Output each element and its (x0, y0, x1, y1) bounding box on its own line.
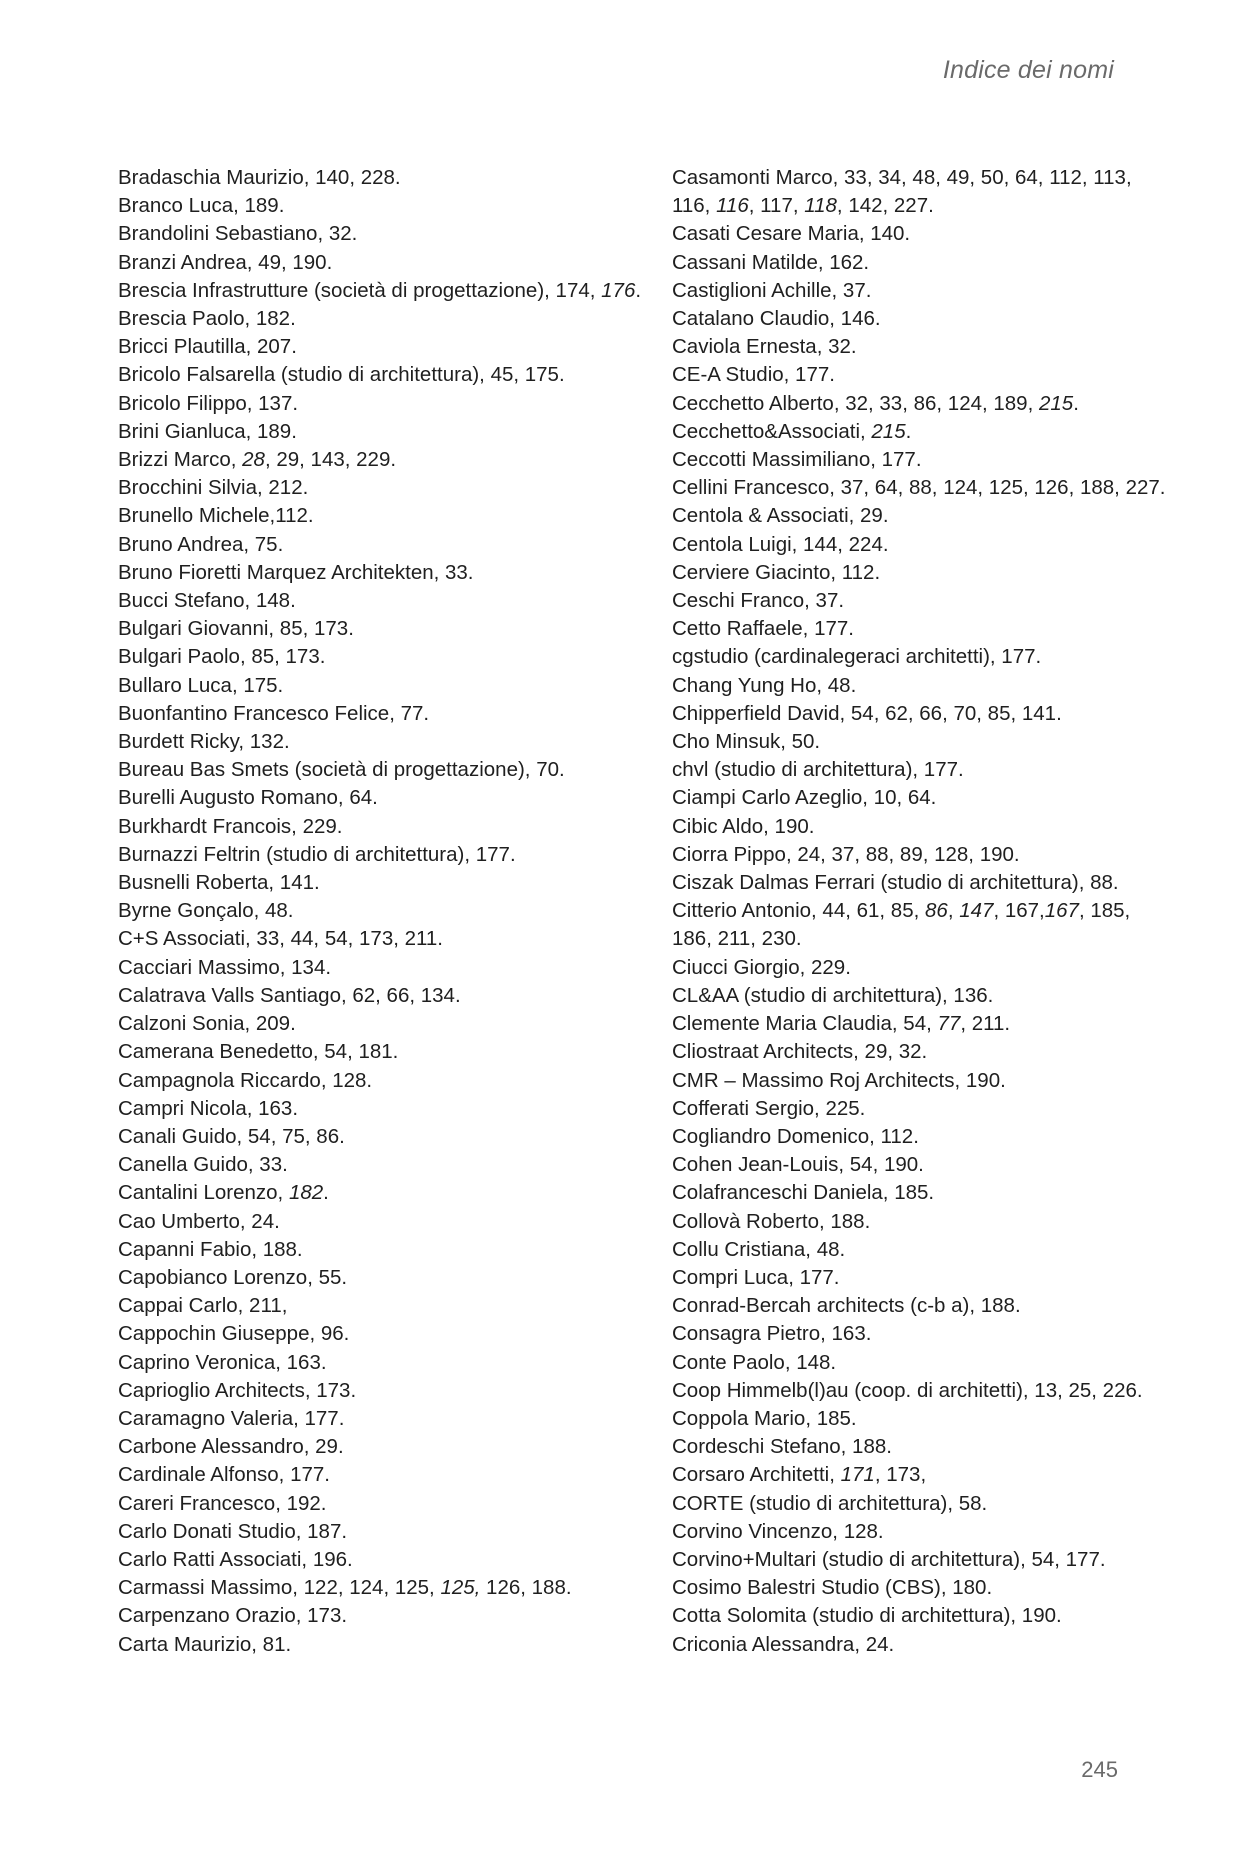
index-entry-text: Cordeschi Stefano, 188. (672, 1435, 892, 1459)
index-entry-text: Busnelli Roberta, 141. (118, 871, 320, 895)
index-entry-text: Cecchetto&Associati, (672, 419, 872, 443)
index-entry-text: Casati Cesare Maria, 140. (672, 222, 911, 246)
index-entry (118, 813, 648, 841)
index-entry-text: Carbone Alessandro, 29. (118, 1435, 344, 1459)
index-entry-text: Chang Yung Ho, 48. (672, 673, 857, 697)
index-entry (118, 474, 648, 502)
index-entry-text: Corvino+Multari (studio di architettura), 54, 177. (672, 1547, 1106, 1571)
index-entry (118, 531, 648, 559)
index-page-ref-italic: 116 (716, 194, 749, 218)
index-entry-text: , 167, (993, 899, 1045, 923)
index-entry (118, 277, 648, 305)
index-entry (672, 841, 1172, 869)
index-entry-text: CORTE (studio di architettura), 58. (672, 1491, 988, 1515)
index-entry-text: Cao Umberto, 24. (118, 1209, 280, 1233)
index-entry (118, 728, 648, 756)
index-entry-text: Cosimo Balestri Studio (CBS), 180. (672, 1576, 993, 1600)
index-entry-text: . (635, 278, 642, 302)
index-entry (672, 615, 1172, 643)
index-entry (672, 756, 1172, 784)
index-entry (672, 502, 1172, 530)
index-entry (118, 1179, 648, 1207)
index-entry-text: Cacciari Massimo, 134. (118, 955, 332, 979)
index-entry-text: Burdett Ricky, 132. (118, 730, 290, 754)
index-entry (672, 474, 1172, 502)
index-entry (672, 220, 1172, 248)
index-entry-text: Byrne Gonçalo, 48. (118, 899, 294, 923)
index-entry-text: . (1073, 391, 1079, 415)
index-entry-text: Colafranceschi Daniela, 185. (672, 1181, 935, 1205)
index-entry-text: Cassani Matilde, 162. (672, 250, 870, 274)
index-entry-text: Cappai Carlo, 211, (118, 1294, 288, 1318)
index-entry-text: Caprioglio Architects, 173. (118, 1378, 357, 1402)
index-page-ref-italic: 215 (1038, 391, 1074, 415)
index-entry-text: Burkhardt Francois, 229. (118, 814, 343, 838)
index-entry-text: . (905, 419, 912, 443)
index-entry (118, 502, 648, 530)
index-entry (118, 925, 648, 953)
index-page-ref-italic: 176 (601, 278, 636, 302)
index-entry-text: Corsaro Architetti, (672, 1463, 841, 1487)
index-entry-text: Canali Guido, 54, 75, 86. (118, 1124, 345, 1148)
index-entry-text: Coppola Mario, 185. (672, 1406, 857, 1430)
index-entry-text: Cellini Francesco, 37, 64, 88, 124, 125, 126, 188, 227. (672, 476, 1166, 500)
index-entry (118, 1151, 648, 1179)
index-entry-text: Capobianco Lorenzo, 55. (118, 1265, 348, 1289)
index-entry (672, 672, 1172, 700)
index-page-ref-italic: 28 (242, 448, 265, 472)
index-entry-text: CL&AA (studio di architettura), 136. (672, 983, 994, 1007)
index-entry-text: Carta Maurizio, 81. (118, 1632, 292, 1656)
index-entry-text: Brocchini Silvia, 212. (118, 476, 309, 500)
index-entry (118, 1461, 648, 1489)
index-entry (672, 1461, 1172, 1489)
index-entry-text: Camerana Benedetto, 54, 181. (118, 1040, 399, 1064)
index-entry-text: Cofferati Sergio, 225. (672, 1096, 866, 1120)
index-entry (118, 1574, 648, 1602)
index-entry-text: Bradaschia Maurizio, 140, 228. (118, 166, 401, 189)
index-entry (118, 1010, 648, 1038)
index-entry (118, 954, 648, 982)
index-entry-text: Cogliandro Domenico, 112. (672, 1124, 919, 1148)
index-entry-text: Brescia Infrastrutture (società di progettazione), 174, (118, 278, 602, 302)
index-entry (672, 277, 1172, 305)
index-entry-text: Compri Luca, 177. (672, 1265, 840, 1289)
index-entry (118, 333, 648, 361)
index-entry (672, 1574, 1172, 1602)
index-entry (672, 1433, 1172, 1461)
index-entry-text: CMR – Massimo Roj Architects, 190. (672, 1068, 1006, 1092)
index-entry-text: Canella Guido, 33. (118, 1153, 288, 1177)
index-entry (118, 305, 648, 333)
index-entry (118, 1490, 648, 1518)
index-entry (118, 1377, 648, 1405)
index-entry-text: chvl (studio di architettura), 177. (672, 758, 964, 782)
index-entry (118, 1546, 648, 1574)
index-entry-text: Calatrava Valls Santiago, 62, 66, 134. (118, 983, 461, 1007)
index-entry-text: Collu Cristiana, 48. (672, 1237, 846, 1261)
index-entry (118, 1433, 648, 1461)
index-entry (118, 615, 648, 643)
index-entry (672, 954, 1172, 982)
index-page-ref-italic: 182 (288, 1181, 324, 1205)
index-entry (672, 813, 1172, 841)
index-entry-text: Consagra Pietro, 163. (672, 1322, 872, 1346)
index-entry-text: Cho Minsuk, 50. (672, 730, 821, 754)
index-entry (118, 1631, 648, 1659)
index-entry-text: Bricolo Falsarella (studio di architettura), 45, 175. (118, 363, 565, 387)
index-entry-text: Bulgari Giovanni, 85, 173. (118, 617, 354, 641)
page-number: 245 (1081, 1757, 1118, 1782)
index-entry-text: Collovà Roberto, 188. (672, 1209, 871, 1233)
index-entry (672, 1320, 1172, 1348)
index-entry (118, 1236, 648, 1264)
index-entry-text: Cerviere Giacinto, 112. (672, 560, 881, 584)
index-entry-text: Bricolo Filippo, 137. (118, 391, 299, 415)
index-entry-text: Bulgari Paolo, 85, 173. (118, 645, 326, 669)
index-page-ref-italic: 171 (840, 1463, 875, 1487)
index-entry (118, 1405, 648, 1433)
index-entry (672, 333, 1172, 361)
index-entry-text: Cliostraat Architects, 29, 32. (672, 1040, 928, 1064)
index-entry-text: Carpenzano Orazio, 173. (118, 1604, 348, 1628)
index-entry (672, 390, 1172, 418)
index-entry-text: Ciszak Dalmas Ferrari (studio di architettura), 88. (672, 871, 1119, 895)
index-entry (672, 1518, 1172, 1546)
index-entry-text: Centola Luigi, 144, 224. (672, 532, 889, 556)
index-entry-text: Campagnola Riccardo, 128. (118, 1068, 373, 1092)
index-entry-text: Caprino Veronica, 163. (118, 1350, 327, 1374)
index-entry (118, 1123, 648, 1151)
index-entry (672, 1010, 1172, 1038)
index-entry (672, 1405, 1172, 1433)
index-page-ref-italic: 118 (804, 194, 837, 218)
index-entry-text: Calzoni Sonia, 209. (118, 1012, 296, 1036)
index-entry (118, 1602, 648, 1630)
index-entry (672, 164, 1172, 220)
index-entry-text: Bureau Bas Smets (società di progettazione), 70. (118, 758, 565, 782)
index-entry-text: Cohen Jean-Louis, 54, 190. (672, 1153, 924, 1177)
index-entry-text: Catalano Claudio, 146. (672, 307, 881, 331)
index-entry-text: Carlo Donati Studio, 187. (118, 1519, 348, 1543)
index-entry-text: , 185, 186, 211, 230. (672, 899, 1131, 951)
index-entry (118, 672, 648, 700)
index-page-ref-italic: 86 (925, 899, 948, 923)
index-entry (118, 756, 648, 784)
index-entry-text: Burnazzi Feltrin (studio di architettura), 177. (118, 842, 516, 866)
index-entry-text: Bucci Stefano, 148. (118, 589, 296, 613)
index-entry (118, 982, 648, 1010)
running-header: Indice dei nomi (942, 56, 1114, 84)
index-entry (118, 390, 648, 418)
index-entry-text: Clemente Maria Claudia, 54, (672, 1012, 938, 1036)
index-entry (118, 249, 648, 277)
index-entry (118, 587, 648, 615)
index-entry-text: Burelli Augusto Romano, 64. (118, 786, 378, 810)
index-entry-text: , 173, (874, 1463, 927, 1487)
index-entry-text: Conte Paolo, 148. (672, 1350, 837, 1374)
index-entry-text: , (947, 899, 960, 923)
index-entry-text: Castiglioni Achille, 37. (672, 278, 872, 302)
index-entry-text: . (323, 1181, 329, 1205)
index-entry (118, 1292, 648, 1320)
index-entry (672, 700, 1172, 728)
index-column-right (672, 164, 1172, 1659)
index-entry (118, 700, 648, 728)
index-entry (672, 1292, 1172, 1320)
index-entry (672, 1236, 1172, 1264)
index-entry (672, 249, 1172, 277)
index-entry-text: Branco Luca, 189. (118, 194, 285, 218)
index-entry-text: CE-A Studio, 177. (672, 363, 835, 387)
index-page-ref-italic: 147 (959, 899, 994, 923)
index-entry (118, 1320, 648, 1348)
index-entry (672, 784, 1172, 812)
index-entry (118, 643, 648, 671)
index-entry-text: Brizzi Marco, (118, 448, 243, 472)
index-entry (672, 1208, 1172, 1236)
index-entry-text: Bruno Andrea, 75. (118, 532, 284, 556)
index-entry (672, 361, 1172, 389)
index-entry-text: Buonfantino Francesco Felice, 77. (118, 701, 430, 725)
index-entry (118, 841, 648, 869)
index-entry-text: , 211. (960, 1012, 1011, 1036)
index-entry (672, 531, 1172, 559)
index-entry (672, 1631, 1172, 1659)
index-entry-text: Caramagno Valeria, 177. (118, 1406, 345, 1430)
index-page-ref-italic: 215 (871, 419, 906, 443)
index-entry (672, 1377, 1172, 1405)
index-entry-text: 126, 188. (480, 1576, 572, 1600)
index-entry-text: C+S Associati, 33, 44, 54, 173, 211. (118, 927, 443, 951)
index-entry-text: , 117, (748, 194, 805, 218)
index-entry (118, 869, 648, 897)
index-entry-text: Criconia Alessandra, 24. (672, 1632, 895, 1656)
index-entry-text: Careri Francesco, 192. (118, 1491, 327, 1515)
index-entry-text: Cecchetto Alberto, 32, 33, 86, 124, 189, (672, 391, 1039, 415)
index-entry-text: Cappochin Giuseppe, 96. (118, 1322, 350, 1346)
index-entry-text: Carmassi Massimo, 122, 124, 125, (118, 1576, 441, 1600)
index-page-ref-italic: 77 (937, 1012, 961, 1036)
index-page-ref-italic: 125, (440, 1576, 481, 1600)
index-entry (672, 869, 1172, 897)
index-entry (672, 587, 1172, 615)
index-entry-text: Cibic Aldo, 190. (672, 814, 815, 838)
index-entry (118, 1518, 648, 1546)
index-entry-text: Citterio Antonio, 44, 61, 85, (672, 899, 925, 923)
index-page-ref-italic: 167 (1044, 899, 1079, 923)
index-entry (672, 1490, 1172, 1518)
index-entry (672, 728, 1172, 756)
index-entry-text: Chipperfield David, 54, 62, 66, 70, 85, 141. (672, 701, 1062, 725)
index-entry-text: Cantalini Lorenzo, (118, 1181, 289, 1205)
index-entry (118, 418, 648, 446)
index-entry-text: Campri Nicola, 163. (118, 1096, 299, 1120)
index-entry (118, 1095, 648, 1123)
index-entry-text: Ciucci Giorgio, 229. (672, 955, 851, 979)
index-entry-text: Ciampi Carlo Azeglio, 10, 64. (672, 786, 937, 810)
index-entry (118, 559, 648, 587)
index-entry (672, 1123, 1172, 1151)
index-entry (672, 1546, 1172, 1574)
index-entry-text: cgstudio (cardinalegeraci architetti), 177. (672, 645, 1042, 669)
index-entry-text: Coop Himmelb(l)au (coop. di architetti), 13, 25, 226. (672, 1378, 1143, 1402)
index-entry-text: Bullaro Luca, 175. (118, 673, 284, 697)
index-entry (672, 1264, 1172, 1292)
index-entry (118, 361, 648, 389)
index-entry-text: Ceccotti Massimiliano, 177. (672, 448, 922, 472)
index-entry (672, 1095, 1172, 1123)
index-entry (118, 1038, 648, 1066)
index-entry-text: Bricci Plautilla, 207. (118, 335, 297, 359)
index-entry-text: Cotta Solomita (studio di architettura), 190. (672, 1604, 1062, 1628)
index-entry (118, 446, 648, 474)
index-entry (672, 1179, 1172, 1207)
index-entry (672, 446, 1172, 474)
index-column-left (118, 164, 648, 1659)
index-entry-text: Branzi Andrea, 49, 190. (118, 250, 333, 274)
index-entry-text: Brunello Michele,112. (118, 504, 314, 528)
index-entry-text: Caviola Ernesta, 32. (672, 335, 857, 359)
index-entry (118, 1067, 648, 1095)
index-entry (672, 559, 1172, 587)
index-entry (118, 1264, 648, 1292)
index-entry (118, 164, 648, 192)
index-entry (118, 192, 648, 220)
index-entry (672, 1602, 1172, 1630)
index-entry-text: Brescia Paolo, 182. (118, 307, 296, 331)
index-entry-text: Brini Gianluca, 189. (118, 419, 297, 443)
index-entry (672, 418, 1172, 446)
index-entry-text: Carlo Ratti Associati, 196. (118, 1547, 353, 1571)
index-entry-text: , 29, 143, 229. (264, 448, 397, 472)
index-entry-text: Casamonti Marco, 33, 34, 48, 49, 50, 64, 112, 113, 116, (672, 166, 1132, 218)
index-entry (672, 897, 1172, 953)
index-entry-text: , 142, 227. (836, 194, 934, 218)
index-entry-text: Ciorra Pippo, 24, 37, 88, 89, 128, 190. (672, 842, 1020, 866)
index-entry (672, 1038, 1172, 1066)
index-entry-text: Corvino Vincenzo, 128. (672, 1519, 884, 1543)
index-entry (118, 784, 648, 812)
index-entry-text: Conrad-Bercah architects (c-b a), 188. (672, 1294, 1021, 1318)
index-entry-text: Cardinale Alfonso, 177. (118, 1463, 330, 1487)
index-entry (672, 1349, 1172, 1377)
index-entry (672, 1151, 1172, 1179)
index-entry (118, 897, 648, 925)
index-entry-text: Centola & Associati, 29. (672, 504, 889, 528)
index-entry-text: Ceschi Franco, 37. (672, 589, 845, 613)
index-entry (118, 220, 648, 248)
index-entry (672, 643, 1172, 671)
index-entry (672, 982, 1172, 1010)
index-entry-text: Capanni Fabio, 188. (118, 1237, 303, 1261)
index-entry (118, 1349, 648, 1377)
index-entry (672, 305, 1172, 333)
index-entry-text: Brandolini Sebastiano, 32. (118, 222, 358, 246)
index-entry (118, 1208, 648, 1236)
index-entry (672, 1067, 1172, 1095)
index-entry-text: Bruno Fioretti Marquez Architekten, 33. (118, 560, 474, 584)
index-entry-text: Cetto Raffaele, 177. (672, 617, 854, 641)
